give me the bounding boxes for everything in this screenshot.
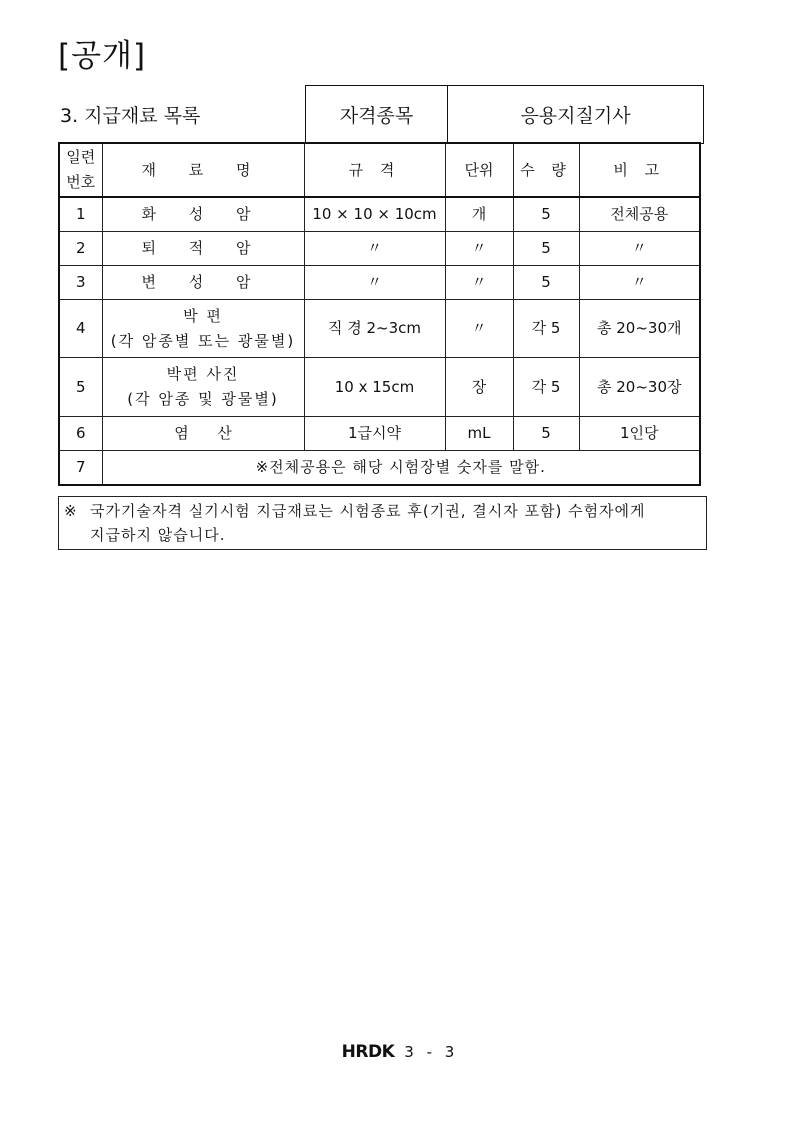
column-header-no: 일련 번호 <box>59 143 102 197</box>
cell-name: 박편 사진 (각 암종 및 광물별) <box>102 358 304 417</box>
column-header-remark: 비 고 <box>579 143 700 197</box>
cell-spec: 10 x 15cm <box>304 358 445 417</box>
notice-box <box>58 496 707 550</box>
cell-no: 5 <box>59 358 102 417</box>
cell-no: 2 <box>59 232 102 266</box>
cell-remark: 총 20~30장 <box>579 358 700 417</box>
cell-no: 4 <box>59 300 102 358</box>
cell-unit: 〃 <box>445 266 513 300</box>
cell-no: 1 <box>59 197 102 232</box>
cell-no: 7 <box>59 451 102 486</box>
cell-qty: 각 5 <box>513 358 579 417</box>
cell-remark: 1인당 <box>579 417 700 451</box>
cell-name: 박 편 (각 암종별 또는 광물별) <box>102 300 304 358</box>
table-row <box>59 232 700 266</box>
column-header-spec: 규 격 <box>304 143 445 197</box>
hrdk-logo: HRDK <box>341 1042 395 1062</box>
table-header-row <box>59 143 700 197</box>
cell-name: 퇴 적 암 <box>102 232 304 266</box>
cell-unit: 〃 <box>445 232 513 266</box>
cell-remark: 전체공용 <box>579 197 700 232</box>
table-note: ※전체공용은 해당 시험장별 숫자를 말함. <box>102 451 700 486</box>
cell-qty: 각 5 <box>513 300 579 358</box>
cell-spec: 〃 <box>304 266 445 300</box>
column-header-unit: 단위 <box>445 143 513 197</box>
table-row <box>59 266 700 300</box>
cell-qty: 5 <box>513 417 579 451</box>
cell-qty: 5 <box>513 232 579 266</box>
table-row <box>59 197 700 232</box>
cell-name: 변 성 암 <box>102 266 304 300</box>
section-title: 3. 지급재료 목록 <box>60 105 201 127</box>
cell-qty: 5 <box>513 197 579 232</box>
cell-no: 3 <box>59 266 102 300</box>
table-row <box>59 300 700 358</box>
page-number: 3 - 3 <box>404 1043 459 1061</box>
table-row <box>59 417 700 451</box>
cell-spec: 직 경 2~3cm <box>304 300 445 358</box>
cell-qty: 5 <box>513 266 579 300</box>
column-header-name: 재 료 명 <box>102 143 304 197</box>
cell-no: 6 <box>59 417 102 451</box>
materials-table <box>58 142 701 486</box>
table-row-note <box>59 451 700 486</box>
cell-spec: 1급시약 <box>304 417 445 451</box>
table-row <box>59 358 700 417</box>
cell-spec: 10 × 10 × 10cm <box>304 197 445 232</box>
certification-value: 응용지질기사 <box>448 86 704 144</box>
header-table <box>58 85 704 144</box>
cell-unit: 개 <box>445 197 513 232</box>
cell-remark: 〃 <box>579 266 700 300</box>
cell-remark: 〃 <box>579 232 700 266</box>
cell-unit: 〃 <box>445 300 513 358</box>
cell-remark: 총 20~30개 <box>579 300 700 358</box>
cell-unit: mL <box>445 417 513 451</box>
document-tag: [공개] <box>58 38 147 74</box>
cell-unit: 장 <box>445 358 513 417</box>
notice-text-1: 국가기술자격 실기시험 지급재료는 시험종료 후(기권, 결시자 포함) 수험자에게 <box>90 502 646 520</box>
notice-text-2: 지급하지 않습니다. <box>90 526 226 544</box>
cell-name: 화 성 암 <box>102 197 304 232</box>
page-footer <box>0 1042 800 1062</box>
column-header-qty: 수 량 <box>513 143 579 197</box>
reference-mark: ※ <box>64 502 78 520</box>
cell-spec: 〃 <box>304 232 445 266</box>
cell-name: 염 산 <box>102 417 304 451</box>
certification-label: 자격종목 <box>306 86 448 144</box>
notice-line-1 <box>64 499 701 523</box>
